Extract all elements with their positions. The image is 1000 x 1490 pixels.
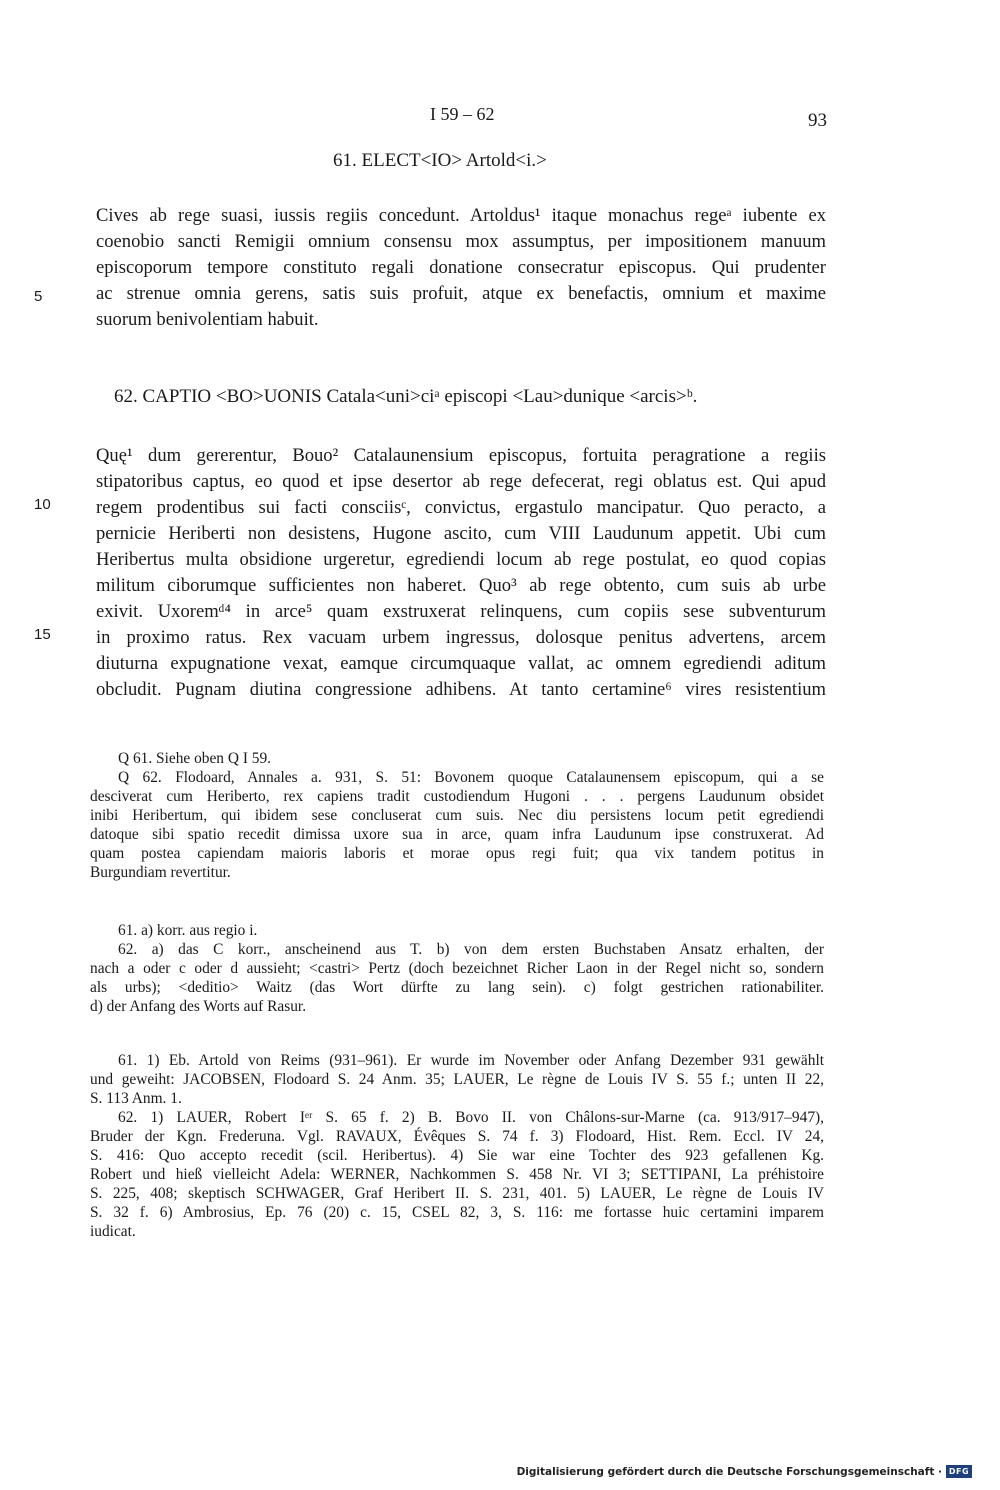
note-line: Q 61. Siehe oben Q I 59. (118, 750, 272, 767)
text-line: ac strenue omnia gerens, satis suis profuit, atque ex benefactis, omnium et maxime (96, 283, 826, 304)
note-line: S. 32 f. 6) Ambrosius, Ep. 76 (20) c. 15, CSEL 82, 3, S. 116: me fortasse huic certamini imparem (90, 1204, 824, 1221)
note-line: 61. a) korr. aus regio i. (118, 922, 258, 939)
note-line: quam postea capiendam maioris laboris et morae opus regi fuit; qua vix tandem potitus in (90, 845, 824, 862)
line-number: 10 (34, 496, 51, 513)
note-line: als urbs); <deditio> Waitz (das Wort dürfte zu lang sein). c) folgt gestrichen rationabiliter. (90, 979, 824, 996)
text-line: Cives ab rege suasi, iussis regiis concedunt. Artoldus¹ itaque monachus regeᵃ iubente ex (96, 205, 826, 226)
note-line: desciverat cum Heriberto, rex capiens tradit custodiendum Hugoni . . . pergens Laudunum obsidet (90, 788, 824, 805)
chapter-61-text (96, 203, 826, 333)
note-line: datoque sibi spatio recedit dimissa uxore sua in arce, quam infra Laudunum ipse construxerat. Ad (90, 826, 824, 843)
text-line: regem prodentibus sui facti consciisᶜ, convictus, ergastulo mancipatur. Quo peracto, a (96, 497, 826, 518)
note-line: Bruder der Kgn. Frederuna. Vgl. RAVAUX, Évêques S. 74 f. 3) Flodoard, Hist. Rem. Eccl. IV 24, (90, 1128, 824, 1145)
note-line: S. 225, 408; skeptisch SCHWAGER, Graf Heribert II. S. 231, 401. 5) LAUER, Le règne de Louis IV (90, 1185, 824, 1202)
text-line: in proximo ratus. Rex vacuam urbem ingressus, dolosque penitus advertens, arcem (96, 627, 826, 648)
dfg-logo: DFG (946, 1465, 972, 1478)
line-number: 5 (34, 288, 43, 305)
text-line: episcoporum tempore constituto regali donatione consecratur episcopus. Qui prudenter (96, 257, 826, 278)
note-line: d) der Anfang des Worts auf Rasur. (90, 998, 307, 1015)
text-line: pernicie Heriberti non desistens, Hugone ascito, cum VIII Laudunum appetit. Ubi cum (96, 523, 826, 544)
text-line: militum ciborumque sufficientes non haberet. Quo³ ab rege obtento, cum suis ab urbe (96, 575, 826, 596)
text-line: Heribertus multa obsidione urgeretur, egrediendi locum ab rege postulat, eo quod copias (96, 549, 826, 570)
note-line: S. 416: Quo accepto recedit (scil. Heribertus). 4) Sie war eine Tochter des 923 gefallenen Kg. (90, 1147, 824, 1164)
critical-apparatus (90, 921, 824, 1016)
chapter-61-heading: 61. ELECT<IO> Artold<i.> (333, 150, 547, 171)
note-line: 62. a) das C korr., anscheinend aus T. b) von dem ersten Buchstaben Ansatz erhalten, der (118, 941, 824, 958)
chapter-62-heading: 62. CAPTIO <BO>UONIS Catala<uni>ciᵃ episcopi <Lau>dunique <arcis>ᵇ. (114, 386, 698, 407)
source-apparatus (90, 749, 824, 882)
text-line: diuturna expugnatione vexat, eamque circumquaque vallat, ac omnem egrediendi aditum (96, 653, 826, 674)
page-number: 93 (808, 110, 827, 131)
note-line: nach a oder c oder d aussieht; <castri> Pertz (doch bezeichnet Richer Laon in der Regel nicht so, sondern (90, 960, 824, 977)
note-line: Burgundiam revertitur. (90, 864, 231, 881)
note-line: Robert und hieß vielleicht Adela: WERNER, Nachkommen S. 458 Nr. VI 3; SETTIPANI, La préhistoire (90, 1166, 824, 1183)
historical-notes (90, 1051, 824, 1241)
chapter-62-text (96, 443, 826, 703)
digitization-credit (517, 1465, 972, 1478)
note-line: und geweiht: JACOBSEN, Flodoard S. 24 Anm. 35; LAUER, Le règne de Louis IV S. 55 f.; unten II 22, (90, 1071, 824, 1088)
note-line: inibi Heribertum, qui ibidem sese concluserat cum suis. Nec diu persistens locum petit egrediendi (90, 807, 824, 824)
note-line: 61. 1) Eb. Artold von Reims (931–961). Er wurde im November oder Anfang Dezember 931 gewählt (118, 1052, 824, 1069)
note-line: iudicat. (90, 1223, 136, 1240)
note-line: 62. 1) LAUER, Robert Iᵉʳ S. 65 f. 2) B. Bovo II. von Châlons-sur-Marne (ca. 913/917–947), (118, 1109, 824, 1126)
running-title: I 59 – 62 (430, 104, 495, 124)
text-line: suorum benivolentiam habuit. (96, 309, 319, 330)
text-line: exivit. Uxoremᵈ⁴ in arce⁵ quam exstruxerat relinquens, cum copiis sese subventurum (96, 601, 826, 622)
note-line: Q 62. Flodoard, Annales a. 931, S. 51: Bovonem quoque Catalaunensem episcopum, qui a se (118, 769, 824, 786)
text-line: stipatoribus captus, eo quod et ipse desertor ab rege defecerat, regi oblatus est. Qui apud (96, 471, 826, 492)
line-number: 15 (34, 626, 51, 643)
text-line: coenobio sancti Remigii omnium consensu mox assumptus, per impositionem manuum (96, 231, 826, 252)
credit-text: Digitalisierung gefördert durch die Deutsche Forschungsgemeinschaft · (516, 1465, 942, 1478)
text-line: Quę¹ dum gererentur, Bouo² Catalaunensium episcopus, fortuita peragratione a regiis (96, 445, 826, 466)
note-line: S. 113 Anm. 1. (90, 1090, 182, 1107)
text-line: obcludit. Pugnam diutina congressione adhibens. At tanto certamine⁶ vires resistentium (96, 679, 826, 700)
